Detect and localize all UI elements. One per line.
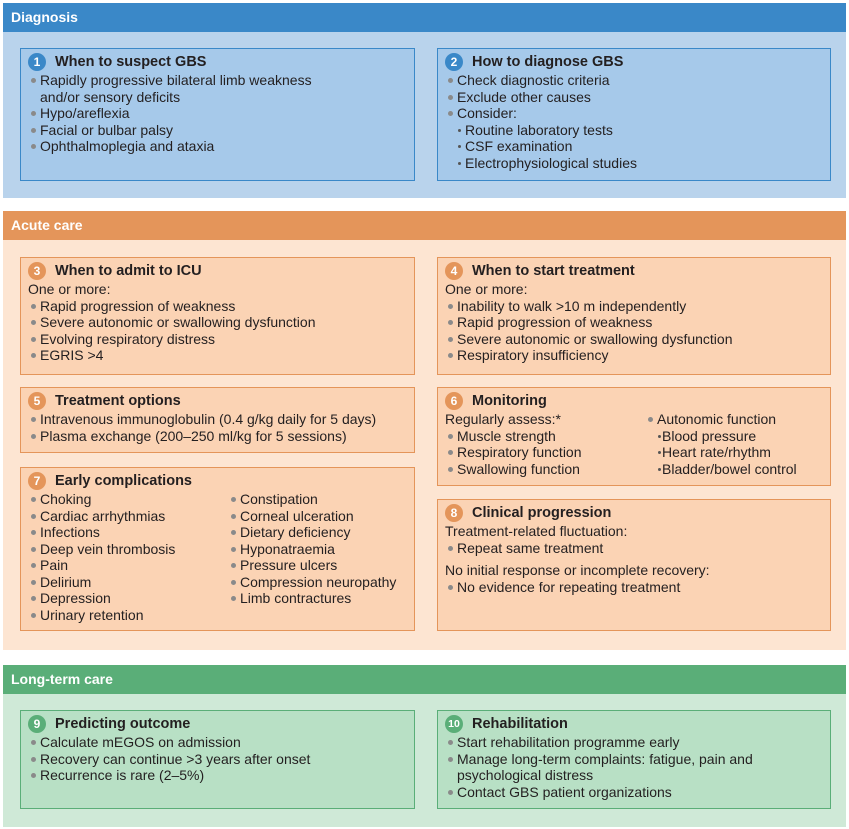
list-item: Autonomic function [645,411,797,428]
intro-text: No initial response or incomplete recovery: [445,562,710,578]
box-clinical-progression [437,499,831,631]
list-item: Respiratory insufficiency [445,347,822,364]
box-rehabilitation [437,710,831,809]
list-item: Compression neuropathy [228,574,396,591]
box-title: Monitoring [472,392,547,409]
box-early-complications [20,467,415,631]
box-title: When to admit to ICU [55,262,202,279]
list-item: Evolving respiratory distress [28,331,406,348]
box-title: How to diagnose GBS [472,53,624,70]
list-item: Respiratory function [445,444,645,461]
box-title: Rehabilitation [472,715,568,732]
list-item: Corneal ulceration [228,508,396,525]
box-title: Treatment options [55,392,181,409]
list-item: Manage long-term complaints: fatigue, pain and [445,751,822,768]
step-number-badge: 3 [28,262,46,280]
intro-text: One or more: [445,281,528,297]
sub-list-item: Routine laboratory tests [445,122,822,139]
list-item: Ophthalmoplegia and ataxia [28,138,406,155]
box-when-to-suspect [20,48,415,181]
box-when-to-admit-icu [20,257,415,375]
list-item: No evidence for repeating treatment [445,579,822,596]
sub-list-item: Electrophysiological studies [445,155,822,172]
list-item: Infections [28,524,228,541]
list-item: Contact GBS patient organizations [445,784,822,801]
sub-list-item: Blood pressure [645,428,797,445]
list-item: Facial or bulbar palsy [28,122,406,139]
step-number-badge: 6 [445,392,463,410]
list-item: Pressure ulcers [228,557,396,574]
list-item: Rapidly progressive bilateral limb weakness [28,72,406,89]
diagnosis-header: Diagnosis [3,3,846,32]
step-number-badge: 2 [445,53,463,71]
list-item: Repeat same treatment [445,540,822,557]
list-item: Rapid progression of weakness [28,298,406,315]
sub-list-item: Bladder/bowel control [645,461,797,478]
list-item: Rapid progression of weakness [445,314,822,331]
list-item: Delirium [28,574,228,591]
box-title: Clinical progression [472,504,612,521]
list-item: Deep vein thrombosis [28,541,228,558]
step-number-badge: 8 [445,504,463,522]
box-title: Predicting outcome [55,715,191,732]
intro-text: Treatment-related fluctuation: [445,523,628,539]
list-item: Recurrence is rare (2–5%) [28,767,406,784]
box-title: When to start treatment [472,262,635,279]
list-item: Depression [28,590,228,607]
step-number-badge: 7 [28,472,46,490]
step-number-badge: 9 [28,715,46,733]
long-term-care-section [3,665,846,827]
list-item: Severe autonomic or swallowing dysfunction [445,331,822,348]
list-item: Recovery can continue >3 years after onset [28,751,406,768]
list-item: Calculate mEGOS on admission [28,734,406,751]
list-item: Exclude other causes [445,89,822,106]
box-treatment-options [20,387,415,453]
list-item: Start rehabilitation programme early [445,734,822,751]
list-item: Limb contractures [228,590,396,607]
list-item: Dietary deficiency [228,524,396,541]
list-item: Check diagnostic criteria [445,72,822,89]
list-item-continuation: psychological distress [457,767,594,783]
list-item: Pain [28,557,228,574]
long-term-care-header: Long-term care [3,665,846,694]
sub-list-item: Heart rate/rhythm [645,444,797,461]
step-number-badge: 4 [445,262,463,280]
box-when-to-start-treatment [437,257,831,375]
list-item-continuation: and/or sensory deficits [40,88,181,105]
list-item: Consider: [445,105,822,122]
box-predicting-outcome [20,710,415,809]
intro-text: One or more: [28,281,111,297]
step-number-badge: 10 [445,715,463,733]
box-title: Early complications [55,472,192,489]
diagnosis-section [3,3,846,198]
list-item: Cardiac arrhythmias [28,508,228,525]
list-item: Hyponatraemia [228,541,396,558]
box-how-to-diagnose [437,48,831,181]
step-number-badge: 5 [28,392,46,410]
list-item: Urinary retention [28,607,228,624]
list-item: Muscle strength [445,428,645,445]
intro-text: Regularly assess:* [445,411,561,427]
acute-care-section [3,211,846,650]
list-item: Intravenous immunoglobulin (0.4 g/kg daily for 5 days) [28,411,406,428]
list-item: EGRIS >4 [28,347,406,364]
list-item: Inability to walk >10 m independently [445,298,822,315]
list-item: Hypo/areflexia [28,105,406,122]
list-item: Plasma exchange (200–250 ml/kg for 5 sessions) [28,428,406,445]
box-title: When to suspect GBS [55,53,207,70]
sub-list-item: CSF examination [445,138,822,155]
list-item: Swallowing function [445,461,645,478]
list-item: Severe autonomic or swallowing dysfunction [28,314,406,331]
list-item: Choking [28,491,228,508]
acute-care-header: Acute care [3,211,846,240]
list-item: Constipation [228,491,396,508]
box-monitoring [437,387,831,486]
step-number-badge: 1 [28,53,46,71]
